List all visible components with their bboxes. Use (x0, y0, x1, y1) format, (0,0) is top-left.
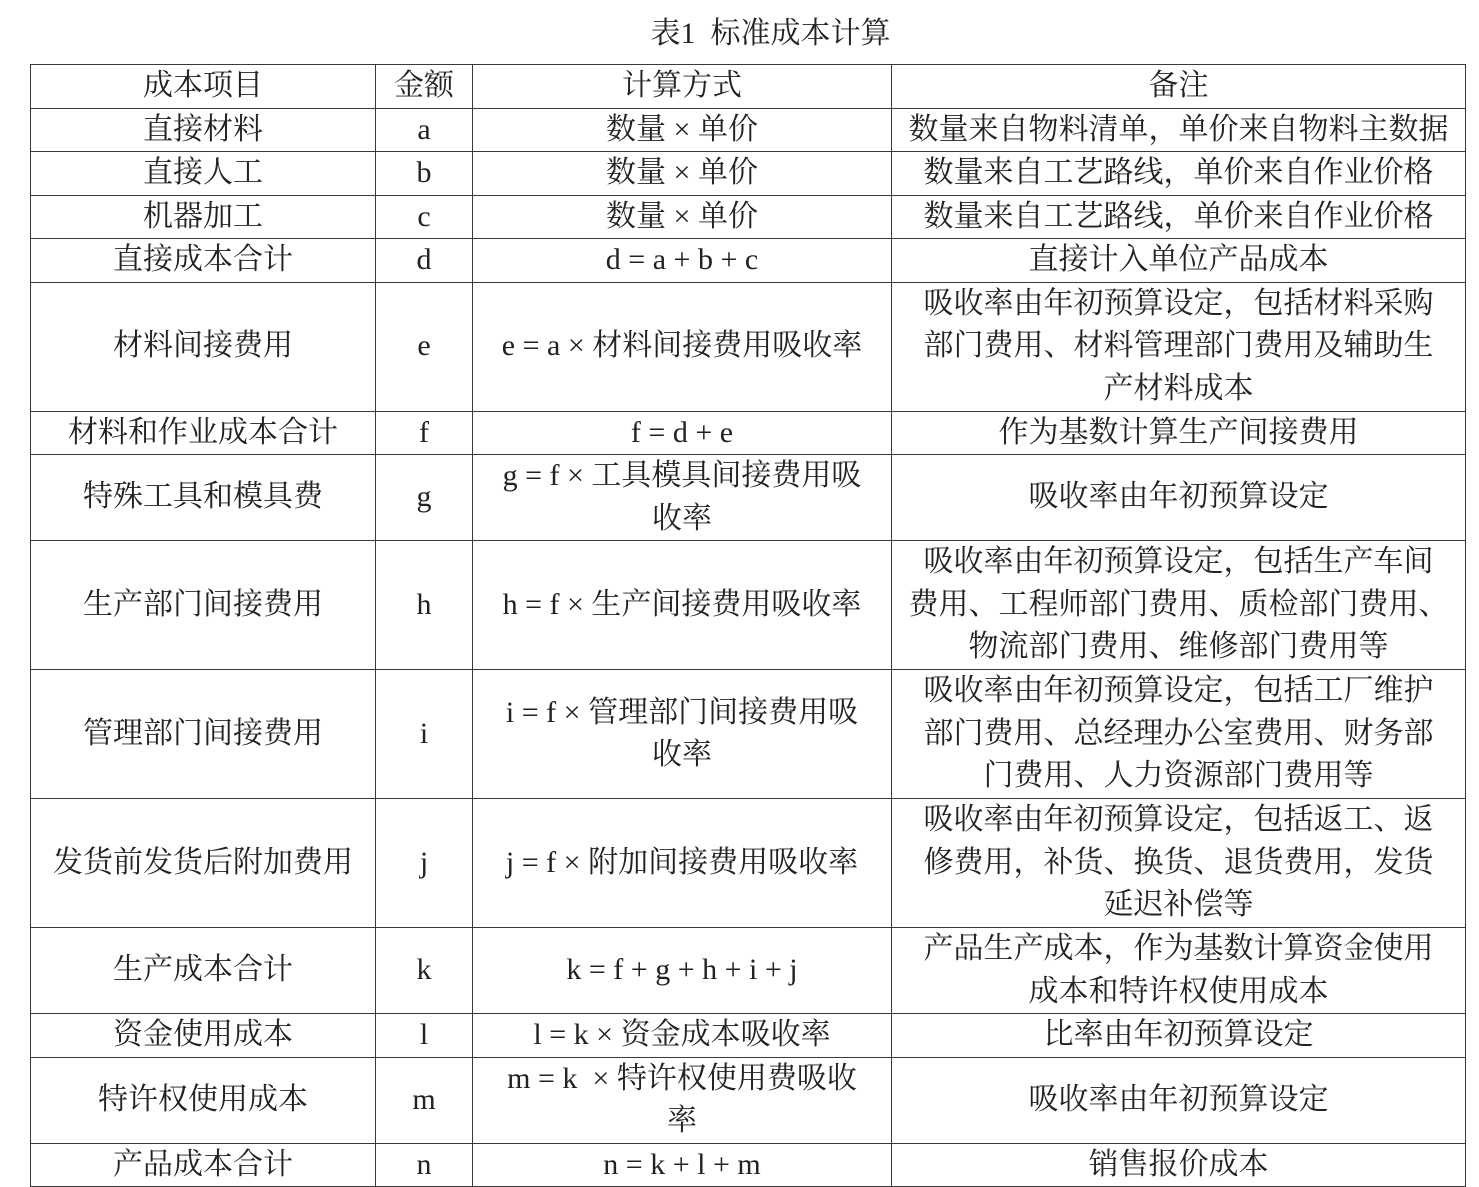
amount-symbol: j (419, 845, 429, 879)
note-line: 销售报价成本 (1088, 1147, 1269, 1181)
amount-symbol: c (417, 199, 431, 233)
cost-item-cell (31, 928, 376, 1014)
note-cell (892, 411, 1466, 455)
method-line: 率 (667, 1104, 697, 1137)
header-method (473, 65, 892, 109)
cost-item: 材料和作业成本合计 (68, 415, 338, 449)
amount-cell (376, 195, 473, 239)
cost-item: 管理部门间接费用 (83, 716, 323, 750)
amount-symbol: k (416, 953, 432, 987)
method-cell (473, 799, 892, 928)
amount-symbol: n (416, 1147, 432, 1181)
cost-item: 资金使用成本 (113, 1018, 293, 1051)
cost-item-cell (31, 239, 376, 283)
note-line: 费用、工程师部门费用、质检部门费用、 (908, 587, 1449, 621)
note-line: 成本和特许权使用成本 (1028, 974, 1329, 1008)
amount-symbol: m (412, 1082, 436, 1116)
note-line: 修费用，补货、换货、退货费用，发货 (923, 845, 1434, 879)
method-line: 数量 × 单价 (606, 112, 758, 146)
amount-symbol: h (416, 587, 432, 621)
note-line: 物流部门费用、维修部门费用等 (968, 630, 1389, 664)
amount-cell (376, 1014, 473, 1058)
amount-symbol: f (419, 415, 429, 449)
note-line: 部门费用、总经理办公室费用、财务部 (923, 716, 1434, 750)
cost-item: 生产成本合计 (113, 953, 293, 987)
cost-item-cell (31, 541, 376, 670)
note-line: 数量来自工艺路线，单价来自作业价格 (923, 199, 1434, 233)
table-row (31, 152, 1466, 196)
amount-symbol: d (416, 243, 432, 276)
method-line: k = f + g + h + i + j (566, 953, 798, 987)
table-row (31, 1057, 1466, 1143)
cost-item-cell (31, 282, 376, 411)
method-line: 收率 (652, 501, 712, 535)
table-row (31, 282, 1466, 411)
note-cell (892, 282, 1466, 411)
note-line: 数量来自物料清单，单价来自物料主数据 (908, 112, 1449, 146)
method-line: f = d + e (630, 415, 734, 449)
note-cell (892, 799, 1466, 928)
note-line: 产品生产成本，作为基数计算资金使用 (923, 932, 1434, 965)
amount-cell (376, 108, 473, 152)
cost-item-cell (31, 411, 376, 455)
cost-item: 机器加工 (143, 199, 263, 233)
note-line: 直接计入单位产品成本 (1028, 243, 1329, 276)
cost-item-cell (31, 670, 376, 799)
method-cell (473, 411, 892, 455)
cost-item: 直接材料 (143, 112, 263, 146)
note-cell (892, 195, 1466, 239)
method-cell (473, 670, 892, 799)
method-line: m = k × 特许权使用费吸收 (507, 1061, 857, 1095)
note-line: 吸收率由年初预算设定 (1028, 1082, 1329, 1116)
amount-cell (376, 541, 473, 670)
table-row (31, 1014, 1466, 1058)
note-line: 延迟补偿等 (1103, 888, 1254, 922)
cost-item: 直接人工 (143, 156, 263, 189)
cost-item: 材料间接费用 (113, 329, 293, 363)
cost-item-cell (31, 799, 376, 928)
amount-cell (376, 799, 473, 928)
note-cell (892, 670, 1466, 799)
method-line: n = k + l + m (603, 1147, 761, 1181)
method-cell (473, 195, 892, 239)
method-line: d = a + b + c (605, 243, 759, 276)
amount-cell (376, 282, 473, 411)
table-row (31, 541, 1466, 670)
method-line: g = f × 工具模具间接费用吸 (502, 459, 862, 492)
method-line: j = f × 附加间接费用吸收率 (505, 845, 859, 879)
amount-symbol: e (417, 329, 431, 363)
cost-item-cell (31, 195, 376, 239)
note-line: 作为基数计算生产间接费用 (998, 415, 1359, 449)
method-line: i = f × 管理部门间接费用吸 (505, 695, 859, 729)
cost-item-cell (31, 108, 376, 152)
note-line: 吸收率由年初预算设定，包括材料采购 (923, 286, 1434, 320)
amount-symbol: a (417, 112, 431, 146)
method-line: l = k × 资金成本吸收率 (533, 1018, 831, 1051)
table-row (31, 670, 1466, 799)
method-line: e = a × 材料间接费用吸收率 (501, 329, 863, 363)
table-header-row (31, 65, 1466, 109)
note-cell (892, 1014, 1466, 1058)
method-line: h = f × 生产间接费用吸收率 (502, 587, 862, 621)
cost-item: 生产部门间接费用 (83, 587, 323, 621)
header-label: 备注 (1148, 69, 1209, 102)
method-line: 数量 × 单价 (606, 199, 758, 233)
note-line: 数量来自工艺路线，单价来自作业价格 (923, 156, 1434, 189)
table-row (31, 411, 1466, 455)
standard-cost-table (30, 64, 1466, 1187)
cost-item: 发货前发货后附加费用 (53, 845, 353, 879)
note-line: 比率由年初预算设定 (1043, 1018, 1314, 1051)
note-cell (892, 108, 1466, 152)
table-row (31, 455, 1466, 541)
method-cell (473, 928, 892, 1014)
amount-symbol: b (416, 156, 432, 189)
method-cell (473, 1057, 892, 1143)
amount-cell (376, 1057, 473, 1143)
cost-item-cell (31, 152, 376, 196)
table-caption: 表1 标准成本计算 (650, 17, 891, 50)
table-row (31, 195, 1466, 239)
note-cell (892, 152, 1466, 196)
cost-item: 特殊工具和模具费 (83, 480, 323, 514)
table-row (31, 799, 1466, 928)
method-line: 收率 (652, 738, 712, 771)
amount-cell (376, 928, 473, 1014)
table-row (31, 239, 1466, 283)
amount-symbol: l (419, 1018, 429, 1051)
cost-item-cell (31, 1014, 376, 1058)
header-label: 计算方式 (622, 69, 742, 102)
method-cell (473, 541, 892, 670)
amount-symbol: i (419, 716, 429, 750)
note-cell (892, 1057, 1466, 1143)
cost-item-cell (31, 455, 376, 541)
note-line: 产材料成本 (1103, 371, 1254, 405)
header-label: 金额 (394, 69, 454, 102)
note-line: 部门费用、材料管理部门费用及辅助生 (923, 329, 1434, 363)
header-amount (376, 65, 473, 109)
header-note (892, 65, 1466, 109)
note-line: 吸收率由年初预算设定，包括工厂维护 (923, 674, 1434, 708)
table-row (31, 108, 1466, 152)
note-line: 吸收率由年初预算设定 (1028, 480, 1329, 514)
note-cell (892, 455, 1466, 541)
note-line: 门费用、人力资源部门费用等 (983, 759, 1374, 793)
amount-cell (376, 411, 473, 455)
cost-item: 产品成本合计 (113, 1147, 293, 1181)
cost-item: 直接成本合计 (113, 243, 293, 276)
method-cell (473, 1014, 892, 1058)
amount-cell (376, 239, 473, 283)
note-cell (892, 541, 1466, 670)
note-cell (892, 928, 1466, 1014)
amount-cell (376, 152, 473, 196)
header-cost-item (31, 65, 376, 109)
method-cell (473, 239, 892, 283)
amount-cell (376, 455, 473, 541)
note-line: 吸收率由年初预算设定，包括返工、返 (923, 803, 1434, 837)
amount-cell (376, 670, 473, 799)
table-row (31, 928, 1466, 1014)
method-cell (473, 282, 892, 411)
method-cell (473, 152, 892, 196)
header-label: 成本项目 (143, 69, 263, 102)
method-line: 数量 × 单价 (606, 156, 758, 189)
cost-item: 特许权使用成本 (98, 1082, 308, 1116)
note-cell (892, 239, 1466, 283)
cost-item-cell (31, 1057, 376, 1143)
method-cell (473, 108, 892, 152)
note-line: 吸收率由年初预算设定，包括生产车间 (923, 545, 1434, 579)
method-cell (473, 455, 892, 541)
amount-symbol: g (416, 480, 432, 514)
